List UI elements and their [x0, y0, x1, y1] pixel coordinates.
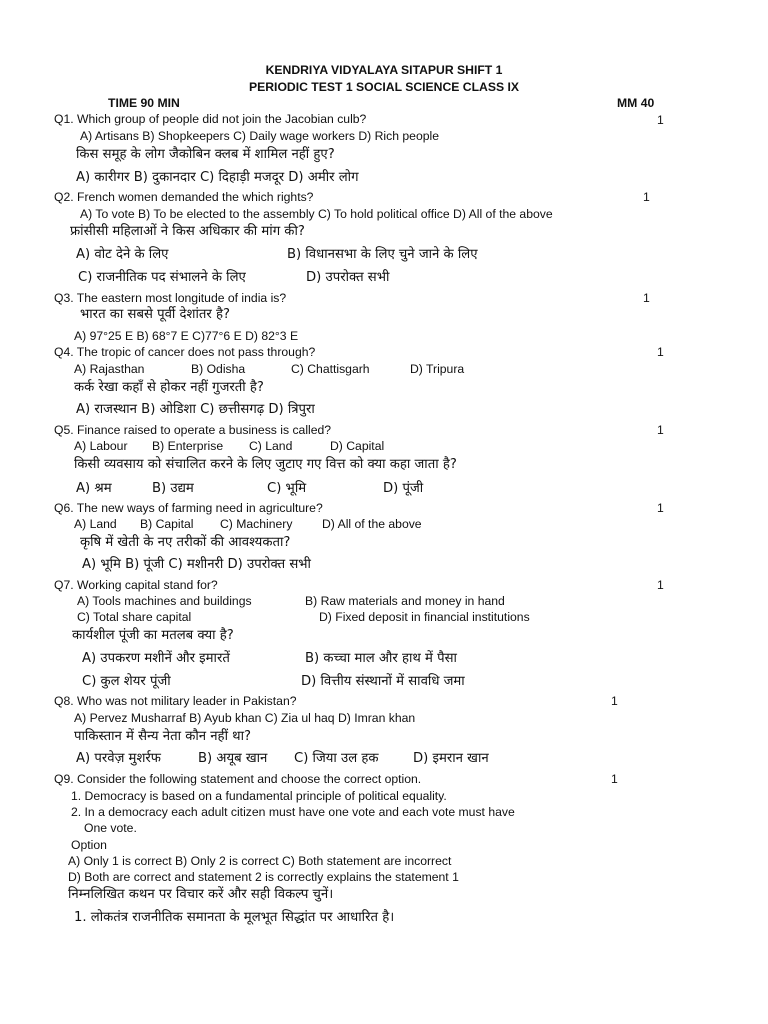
q1-text: Q1. Which group of people did not join the Jacobian culb? — [54, 112, 367, 126]
school-name: KENDRIYA VIDYALAYA SITAPUR SHIFT 1 — [265, 63, 503, 77]
q4-mark: 1 — [657, 345, 664, 359]
q9-statement-1: 1. Democracy is based on a fundamental principle of political equality. — [71, 789, 447, 803]
q9-statement-2-cont: One vote. — [84, 821, 137, 835]
q4-option-c: C) Chattisgarh — [291, 362, 370, 376]
q8-text: Q8. Who was not military leader in Pakistan? — [54, 694, 297, 708]
q5-option-c: C) Land — [249, 439, 293, 453]
q9-options-line-2: D) Both are correct and statement 2 is correctly explains the statement 1 — [68, 870, 459, 884]
q6-option-c: C) Machinery — [220, 517, 293, 531]
q7-mark: 1 — [657, 578, 664, 592]
q4-options-hindi: A) राजस्थान B) ओडिशा C) छत्तीसगढ़ D) त्रिपुरा — [76, 402, 315, 417]
q4-option-a: A) Rajasthan — [74, 362, 145, 376]
q5-option-d: D) Capital — [330, 439, 385, 453]
q8-mark: 1 — [611, 694, 618, 708]
q1-mark: 1 — [657, 113, 664, 127]
q3-mark: 1 — [643, 291, 650, 305]
q8-option-c-hindi: C) जिया उल हक — [294, 751, 379, 766]
test-title: PERIODIC TEST 1 SOCIAL SCIENCE CLASS IX — [249, 80, 519, 94]
q7-text: Q7. Working capital stand for? — [54, 578, 218, 592]
q3-options: A) 97°25 E B) 68°7 E C)77°6 E D) 82°3 E — [74, 329, 299, 343]
q7-option-d: D) Fixed deposit in financial institutions — [319, 610, 530, 624]
q1-options-hindi: A) कारीगर B) दुकानदार C) दिहाड़ी मजदूर D) अमीर लोग — [76, 170, 359, 185]
q5-text: Q5. Finance raised to operate a business is called? — [54, 423, 332, 437]
q7-text-hindi: कार्यशील पूंजी का मतलब क्या है? — [72, 628, 234, 643]
q9-statement-1-hindi: 1. लोकतंत्र राजनीतिक समानता के मूलभूत सिद्धांत पर आधारित है। — [74, 910, 395, 925]
q7-option-d-hindi: D) वित्तीय संस्थानों में सावधि जमा — [301, 674, 465, 689]
q2-option-b-hindi: B) विधानसभा के लिए चुने जाने के लिए — [287, 247, 478, 262]
q3-text: Q3. The eastern most longitude of india is? — [54, 291, 287, 305]
q7-option-a-hindi: A) उपकरण मशीनें और इमारतें — [82, 651, 230, 666]
q9-mark: 1 — [611, 772, 618, 786]
q5-option-a-hindi: A) श्रम — [76, 481, 112, 496]
q6-text: Q6. The new ways of farming need in agriculture? — [54, 501, 323, 515]
q7-option-c: C) Total share capital — [77, 610, 192, 624]
q6-option-a: A) Land — [74, 517, 117, 531]
q2-text-hindi: फ्रांसीसी महिलाओं ने किस अधिकार की मांग की? — [70, 224, 305, 239]
q9-options-line-1: A) Only 1 is correct B) Only 2 is correct C) Both statement are incorrect — [68, 854, 452, 868]
q2-options: A) To vote B) To be elected to the assembly C) To hold political office D) All of the above — [80, 207, 553, 221]
q6-option-d: D) All of the above — [322, 517, 422, 531]
q8-options: A) Pervez Musharraf B) Ayub khan C) Zia ul haq D) Imran khan — [74, 711, 416, 725]
q2-text: Q2. French women demanded the which rights? — [54, 190, 314, 204]
max-marks: MM 40 — [617, 96, 655, 110]
q9-text-hindi: निम्नलिखित कथन पर विचार करें और सही विकल्प चुनें। — [68, 887, 334, 902]
q6-text-hindi: कृषि में खेती के नए तरीकों की आवश्यकता? — [80, 535, 291, 550]
q6-mark: 1 — [657, 501, 664, 515]
q2-option-a-hindi: A) वोट देने के लिए — [76, 247, 169, 262]
q9-option-label: Option — [71, 838, 107, 852]
q4-option-b: B) Odisha — [191, 362, 246, 376]
q4-option-d: D) Tripura — [410, 362, 465, 376]
q7-option-c-hindi: C) कुल शेयर पूंजी — [82, 674, 171, 689]
q2-option-d-hindi: D) उपरोक्त सभी — [306, 270, 390, 285]
q5-option-d-hindi: D) पूंजी — [383, 481, 424, 496]
q8-option-b-hindi: B) अयूब खान — [198, 751, 268, 766]
q2-option-c-hindi: C) राजनीतिक पद संभालने के लिए — [78, 270, 246, 285]
q7-option-a: A) Tools machines and buildings — [77, 594, 252, 608]
q4-text: Q4. The tropic of cancer does not pass through? — [54, 345, 316, 359]
time-label: TIME 90 MIN — [108, 96, 180, 110]
q3-text-hindi: भारत का सबसे पूर्वी देशांतर है? — [80, 307, 230, 322]
q8-option-a-hindi: A) परवेज़ मुशर्रफ — [76, 751, 161, 766]
q7-option-b-hindi: B) कच्चा माल और हाथ में पैसा — [305, 651, 457, 666]
q8-text-hindi: पाकिस्तान में सैन्य नेता कौन नहीं था? — [74, 729, 252, 744]
q5-option-a: A) Labour — [74, 439, 128, 453]
q5-option-c-hindi: C) भूमि — [267, 481, 307, 496]
q9-text: Q9. Consider the following statement and choose the correct option. — [54, 772, 422, 786]
q7-option-b: B) Raw materials and money in hand — [305, 594, 505, 608]
q1-options: A) Artisans B) Shopkeepers C) Daily wage workers D) Rich people — [80, 129, 439, 143]
q5-option-b-hindi: B) उद्यम — [152, 481, 194, 496]
q9-statement-2: 2. In a democracy each adult citizen must have one vote and each vote must have — [71, 805, 515, 819]
q5-mark: 1 — [657, 423, 664, 437]
q8-option-d-hindi: D) इमरान खान — [413, 751, 489, 766]
q6-options-hindi: A) भूमि B) पूंजी C) मशीनरी D) उपरोक्त सभी — [82, 557, 311, 572]
q1-text-hindi: किस समूह के लोग जैकोबिन क्लब में शामिल नहीं हुए? — [76, 147, 335, 162]
q5-text-hindi: किसी व्यवसाय को संचालित करने के लिए जुटाए गए वित्त को क्या कहा जाता है? — [74, 457, 457, 472]
q4-text-hindi: कर्क रेखा कहाँ से होकर नहीं गुजरती है? — [74, 380, 264, 395]
q6-option-b: B) Capital — [140, 517, 194, 531]
q5-option-b: B) Enterprise — [152, 439, 224, 453]
q2-mark: 1 — [643, 190, 650, 204]
